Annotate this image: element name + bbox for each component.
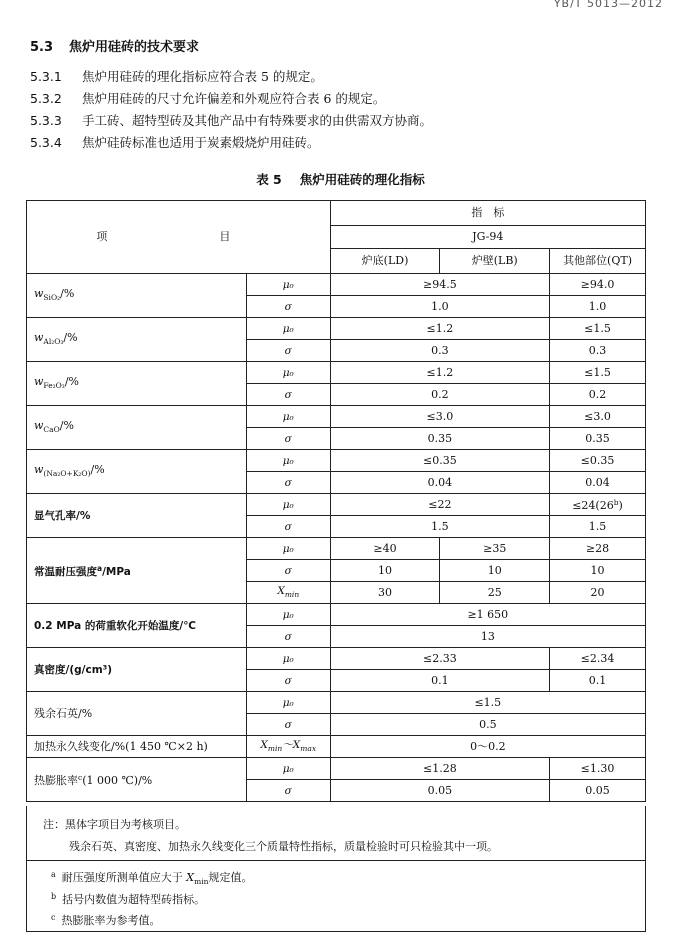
- row-label-cao: $w_{CaO}/\%$: [27, 406, 247, 450]
- value-cell: ≥1 650: [330, 604, 645, 626]
- header-col-lb: 炉壁(LB): [440, 249, 550, 274]
- value-cell: $\le 24(26^b)$: [550, 494, 646, 516]
- clause-text: 焦炉硅砖标准也适用于炭素煅烧炉用硅砖。: [82, 135, 320, 150]
- value-cell: ≤1.5: [330, 692, 645, 714]
- stat-sigma: σ: [246, 340, 330, 362]
- value-cell: ≥35: [440, 538, 550, 560]
- table-row: [27, 274, 646, 296]
- row-label-thermal: 热膨胀率$^c$(1 000 ℃)/%: [27, 758, 247, 802]
- table-row: [27, 692, 646, 714]
- clause-number: 5.3.3: [30, 113, 62, 128]
- value-cell: 0.04: [330, 472, 549, 494]
- value-cell: ≥40: [330, 538, 440, 560]
- stat-sigma: σ: [246, 428, 330, 450]
- table-title-text: 焦炉用硅砖的理化指标: [299, 172, 425, 187]
- value-cell: 10: [550, 560, 646, 582]
- table-row: [27, 362, 646, 384]
- stat-sigma: σ: [246, 560, 330, 582]
- stat-sigma: σ: [246, 714, 330, 736]
- stat-mu: μ₀: [246, 758, 330, 780]
- header-col-ld: 炉底(LD): [330, 249, 440, 274]
- stat-range: $X_{min}\sim X_{max}$: [246, 736, 330, 758]
- stat-sigma: σ: [246, 626, 330, 648]
- header-col-qt: 其他部位(QT): [550, 249, 646, 274]
- section-title-text: 焦炉用硅砖的技术要求: [69, 40, 200, 55]
- clause-item: [30, 132, 432, 154]
- clause-list: [30, 66, 432, 154]
- clause-text: 焦炉用硅砖的尺寸允许偏差和外观应符合表 6 的规定。: [82, 91, 386, 106]
- value-cell: 0.05: [330, 780, 549, 802]
- value-cell: 0.1: [330, 670, 549, 692]
- clause-number: 5.3.1: [30, 69, 62, 84]
- value-cell: 13: [330, 626, 645, 648]
- table-row: [27, 736, 646, 758]
- value-cell: 0～0.2: [330, 736, 645, 758]
- stat-mu: μ₀: [246, 318, 330, 340]
- value-cell: ≤3.0: [330, 406, 549, 428]
- stat-sigma: σ: [246, 780, 330, 802]
- value-cell: 1.0: [550, 296, 646, 318]
- stat-mu: μ₀: [246, 538, 330, 560]
- clause-number: 5.3.2: [30, 91, 62, 106]
- clause-item: [30, 88, 432, 110]
- value-cell: 0.05: [550, 780, 646, 802]
- value-cell: 0.2: [550, 384, 646, 406]
- header-item: 项 目: [27, 201, 331, 274]
- row-label-sio2: $w_{SiO_2}/\%$: [27, 274, 247, 318]
- row-label-porosity: 显气孔率/%: [27, 494, 247, 538]
- value-cell: 25: [440, 582, 550, 604]
- table-row: [27, 648, 646, 670]
- stat-mu: μ₀: [246, 274, 330, 296]
- clause-number: 5.3.4: [30, 135, 62, 150]
- value-cell: ≤1.5: [550, 362, 646, 384]
- value-cell: ≤2.33: [330, 648, 549, 670]
- row-label-fe2o3: $w_{Fe_2O_3}/\%$: [27, 362, 247, 406]
- table-row: [27, 318, 646, 340]
- value-cell: 30: [330, 582, 440, 604]
- table-title: [0, 170, 681, 188]
- note-quality: 残余石英、真密度、加热永久线变化三个质量特性指标，质量检验时可只检验其中一项。: [69, 840, 498, 853]
- note-bold-items: 注：黑体字项目为考核项目。: [43, 818, 186, 831]
- stat-mu: μ₀: [246, 692, 330, 714]
- header-grade: JG-94: [330, 226, 645, 249]
- value-cell: ≤0.35: [550, 450, 646, 472]
- value-cell: 0.35: [550, 428, 646, 450]
- stat-mu: μ₀: [246, 604, 330, 626]
- table-row: [27, 494, 646, 516]
- stat-mu: μ₀: [246, 406, 330, 428]
- section-number: 5.3: [30, 40, 54, 55]
- value-cell: 0.3: [330, 340, 549, 362]
- value-cell: 0.3: [550, 340, 646, 362]
- value-cell: 0.2: [330, 384, 549, 406]
- footnote-b: $^b$ 括号内数值为超特型砖指标。: [51, 892, 206, 906]
- table-row: [27, 758, 646, 780]
- stat-sigma: σ: [246, 670, 330, 692]
- value-cell: ≤1.30: [550, 758, 646, 780]
- value-cell: ≥94.0: [550, 274, 646, 296]
- footnote-a: $^a$ 耐压强度所测单值应大于 $X_{min}$规定值。: [51, 870, 253, 886]
- value-cell: 0.5: [330, 714, 645, 736]
- row-label-ccs: 常温耐压强度$^a$/MPa: [27, 538, 247, 604]
- value-cell: 1.0: [330, 296, 549, 318]
- properties-table: [26, 200, 646, 802]
- notes-divider: [27, 860, 645, 861]
- value-cell: ≥28: [550, 538, 646, 560]
- row-label-alkali: $w_{(Na_2O+K_2O)}/\%$: [27, 450, 247, 494]
- value-cell: 1.5: [330, 516, 549, 538]
- value-cell: ≥94.5: [330, 274, 549, 296]
- page-header-fragment: YB/T 5013—2012: [553, 0, 663, 8]
- stat-mu: μ₀: [246, 494, 330, 516]
- header-indicator: 指 标: [330, 201, 645, 226]
- clause-item: [30, 110, 432, 132]
- value-cell: 0.04: [550, 472, 646, 494]
- value-cell: 20: [550, 582, 646, 604]
- value-cell: 10: [440, 560, 550, 582]
- table-number: 表 5: [256, 172, 282, 187]
- row-label-plc: 加热永久线变化/%(1 450 ℃×2 h): [27, 736, 247, 758]
- stat-xmin: $X_{min}$: [246, 582, 330, 604]
- stat-mu: μ₀: [246, 648, 330, 670]
- value-cell: ≤22: [330, 494, 549, 516]
- row-label-al2o3: $w_{Al_2O_3}/\%$: [27, 318, 247, 362]
- value-cell: ≤1.5: [550, 318, 646, 340]
- section-title: [30, 36, 199, 55]
- value-cell: ≤0.35: [330, 450, 549, 472]
- row-label-rul: 0.2 MPa 的荷重软化开始温度/℃: [27, 604, 247, 648]
- value-cell: ≤1.2: [330, 362, 549, 384]
- value-cell: ≤2.34: [550, 648, 646, 670]
- value-cell: 10: [330, 560, 440, 582]
- value-cell: 0.1: [550, 670, 646, 692]
- table-row: [27, 604, 646, 626]
- value-cell: 0.35: [330, 428, 549, 450]
- row-label-density: 真密度/(g/cm³): [27, 648, 247, 692]
- table-notes: [26, 806, 646, 932]
- row-label-quartz: 残余石英/%: [27, 692, 247, 736]
- value-cell: 1.5: [550, 516, 646, 538]
- clause-text: 手工砖、超特型砖及其他产品中有特殊要求的由供需双方协商。: [82, 113, 433, 128]
- footnote-c: $^c$ 热膨胀率为参考值。: [51, 913, 161, 927]
- table-row: [27, 538, 646, 560]
- table-header-row: [27, 201, 646, 226]
- table-row: [27, 450, 646, 472]
- stat-sigma: σ: [246, 516, 330, 538]
- value-cell: ≤1.28: [330, 758, 549, 780]
- clause-text: 焦炉用硅砖的理化指标应符合表 5 的规定。: [82, 69, 323, 84]
- value-cell: ≤1.2: [330, 318, 549, 340]
- stat-mu: μ₀: [246, 362, 330, 384]
- stat-sigma: σ: [246, 296, 330, 318]
- stat-sigma: σ: [246, 384, 330, 406]
- value-cell: ≤3.0: [550, 406, 646, 428]
- clause-item: [30, 66, 432, 88]
- stat-sigma: σ: [246, 472, 330, 494]
- stat-mu: μ₀: [246, 450, 330, 472]
- table-row: [27, 406, 646, 428]
